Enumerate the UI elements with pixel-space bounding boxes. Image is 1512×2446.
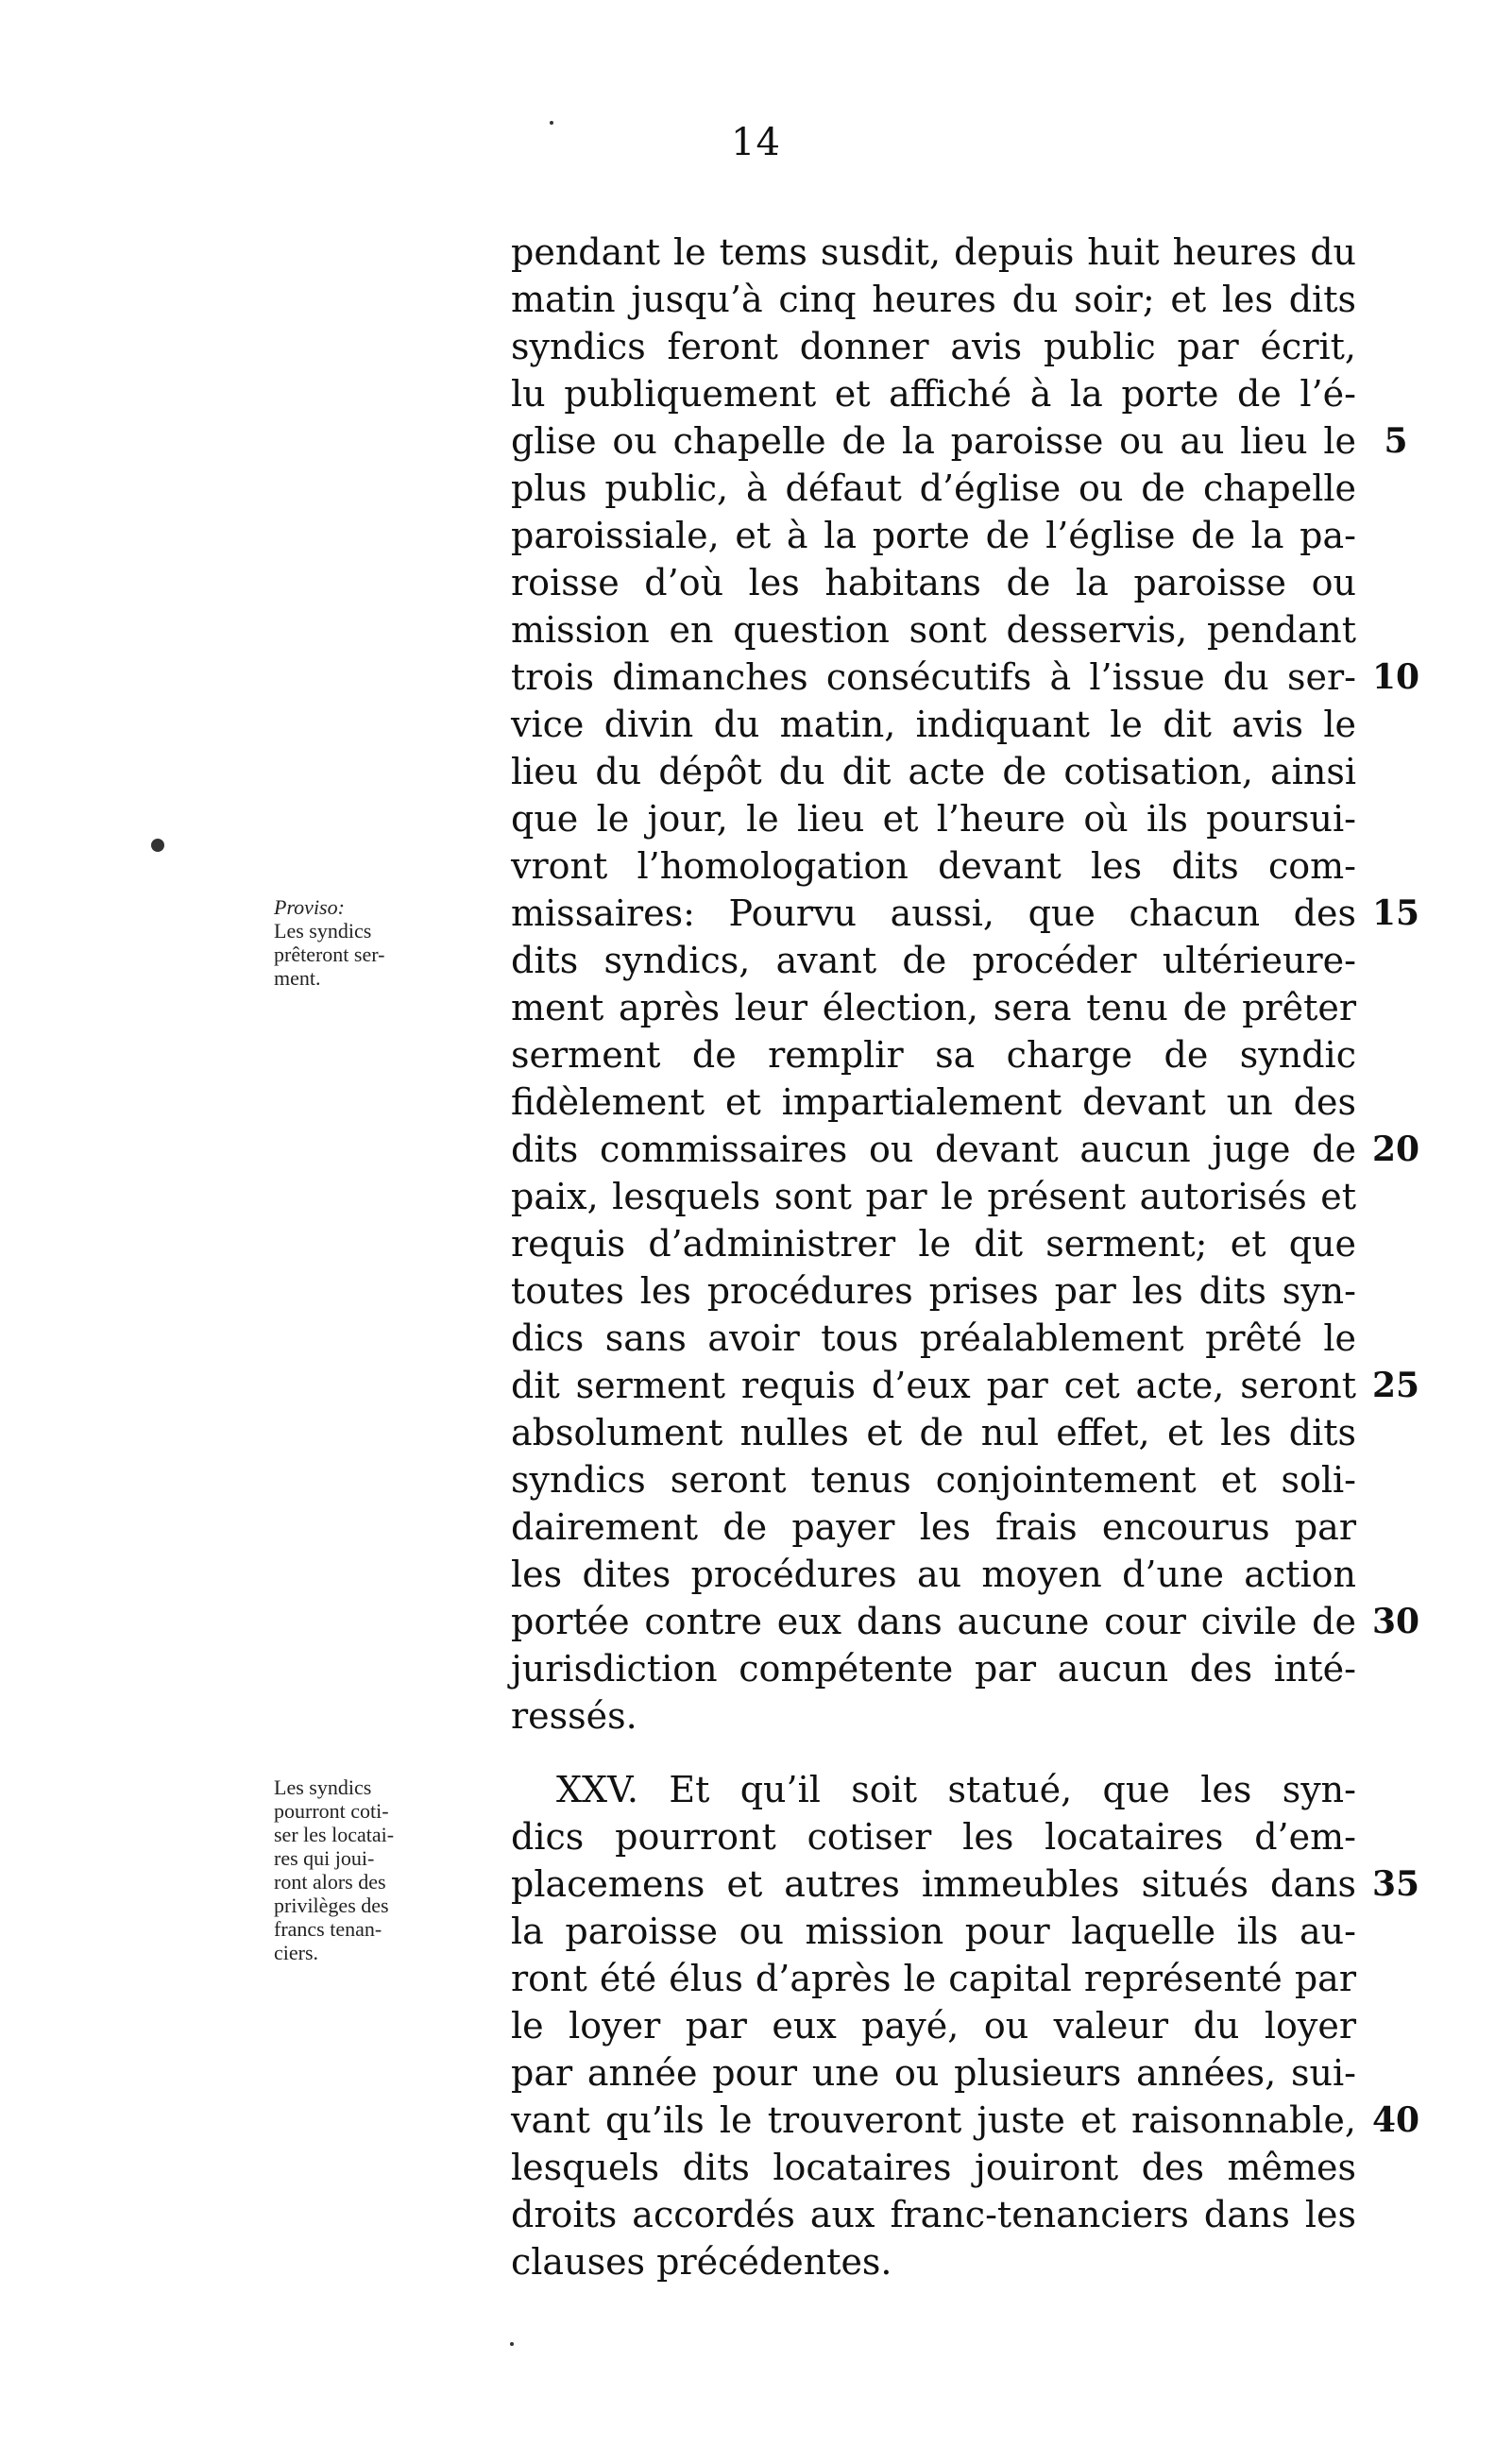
page-number: 14 bbox=[731, 121, 781, 164]
text-line: placemens et autres immeubles situés dans bbox=[511, 1863, 1356, 1905]
margin-note-line: Les syndics bbox=[274, 1775, 372, 1799]
margin-note-line: prêteront ser- bbox=[274, 943, 385, 966]
margin-note-line: privilèges des bbox=[274, 1894, 389, 1917]
margin-note-locataires bbox=[274, 1775, 501, 1964]
text-line: vice divin du matin, indiquant le dit avis le bbox=[511, 704, 1356, 745]
margin-note-line: res qui joui- bbox=[274, 1846, 375, 1870]
section-heading-line: XXV. Et qu’il soit statué, que les syn- bbox=[556, 1769, 1356, 1810]
text-line: missaires: Pourvu aussi, que chacun des bbox=[511, 892, 1356, 934]
text-line: trois dimanches consécutifs à l’issue du ser- bbox=[511, 656, 1356, 698]
text-line: ment après leur élection, sera tenu de prêter bbox=[511, 987, 1356, 1028]
text-line: que le jour, le lieu et l’heure où ils poursui- bbox=[511, 798, 1356, 840]
text-line: mission en question sont desservis, pendant bbox=[511, 609, 1356, 651]
text-line: syndics feront donner avis public par écrit, bbox=[511, 326, 1356, 367]
text-line: dits commissaires ou devant aucun juge de bbox=[511, 1129, 1356, 1170]
text-line: glise ou chapelle de la paroisse ou au lieu le bbox=[511, 420, 1356, 462]
text-line: dit serment requis d’eux par cet acte, seront bbox=[511, 1365, 1356, 1406]
line-number: 5 bbox=[1384, 421, 1408, 461]
text-line: toutes les procédures prises par les dits syn- bbox=[511, 1270, 1356, 1312]
line-number: 35 bbox=[1371, 1864, 1420, 1904]
text-line: plus public, à défaut d’église ou de chapelle bbox=[511, 467, 1356, 509]
text-line: portée contre eux dans aucune cour civile de bbox=[511, 1601, 1356, 1642]
line-number: 40 bbox=[1371, 2100, 1420, 2140]
margin-note-line: francs tenan- bbox=[274, 1917, 382, 1941]
text-line: clauses précédentes. bbox=[511, 2241, 892, 2283]
text-line: par année pour une ou plusieurs années, sui- bbox=[511, 2052, 1356, 2094]
text-line: lieu du dépôt du dit acte de cotisation, ainsi bbox=[511, 751, 1356, 792]
text-line: ressés. bbox=[511, 1695, 637, 1737]
ink-speck-dot bbox=[550, 121, 553, 125]
line-number: 20 bbox=[1371, 1130, 1420, 1169]
text-line: fidèlement et impartialement devant un des bbox=[511, 1081, 1356, 1123]
text-line: dits syndics, avant de procéder ultérieure- bbox=[511, 940, 1356, 981]
line-number: 10 bbox=[1371, 657, 1420, 697]
text-line: absolument nulles et de nul effet, et les dits bbox=[511, 1412, 1356, 1453]
text-line: le loyer par eux payé, ou valeur du loyer bbox=[511, 2005, 1356, 2047]
margin-note-proviso bbox=[274, 895, 501, 990]
line-number: 25 bbox=[1371, 1366, 1420, 1405]
text-line: paroissiale, et à la porte de l’église de la pa- bbox=[511, 515, 1356, 556]
text-line: lu publiquement et affiché à la porte de l’é- bbox=[511, 373, 1356, 415]
text-line: vant qu’ils le trouveront juste et raisonnable, bbox=[511, 2099, 1356, 2141]
text-line: dics pourront cotiser les locataires d’em- bbox=[511, 1816, 1356, 1858]
text-line: syndics seront tenus conjointement et soli- bbox=[511, 1459, 1356, 1501]
margin-note-line: ment. bbox=[274, 966, 321, 990]
text-line: roisse d’où les habitans de la paroisse ou bbox=[511, 562, 1356, 603]
ink-speck-dot bbox=[151, 839, 164, 852]
margin-note-line: Les syndics bbox=[274, 919, 372, 943]
text-line: vront l’homologation devant les dits com- bbox=[511, 845, 1356, 887]
text-line: requis d’administrer le dit serment; et que bbox=[511, 1223, 1356, 1265]
text-line: ront été élus d’après le capital représenté par bbox=[511, 1958, 1356, 1999]
margin-note-line: Proviso: bbox=[274, 895, 345, 919]
line-number: 15 bbox=[1371, 893, 1420, 933]
text-line: la paroisse ou mission pour laquelle ils au- bbox=[511, 1911, 1356, 1952]
text-line: paix, lesquels sont par le présent autorisés et bbox=[511, 1176, 1356, 1217]
margin-note-line: pourront coti- bbox=[274, 1799, 389, 1823]
text-line: les dites procédures au moyen d’une action bbox=[511, 1554, 1356, 1595]
ink-speck-dot bbox=[510, 2342, 514, 2346]
text-line: dics sans avoir tous préalablement prêté le bbox=[511, 1317, 1356, 1359]
text-line: dairement de payer les frais encourus par bbox=[511, 1506, 1356, 1548]
text-line: lesquels dits locataires jouiront des mêmes bbox=[511, 2147, 1356, 2188]
text-line: jurisdiction compétente par aucun des inté- bbox=[511, 1648, 1356, 1690]
text-line: pendant le tems susdit, depuis huit heures du bbox=[511, 231, 1356, 273]
margin-note-line: ciers. bbox=[274, 1941, 319, 1964]
text-line: droits accordés aux franc-tenanciers dans les bbox=[511, 2194, 1356, 2235]
text-line: matin jusqu’à cinq heures du soir; et les dits bbox=[511, 279, 1356, 320]
line-number: 30 bbox=[1371, 1602, 1420, 1641]
margin-note-line: ser les locatai- bbox=[274, 1823, 395, 1846]
margin-note-line: ront alors des bbox=[274, 1870, 386, 1894]
text-line: serment de remplir sa charge de syndic bbox=[511, 1034, 1356, 1076]
